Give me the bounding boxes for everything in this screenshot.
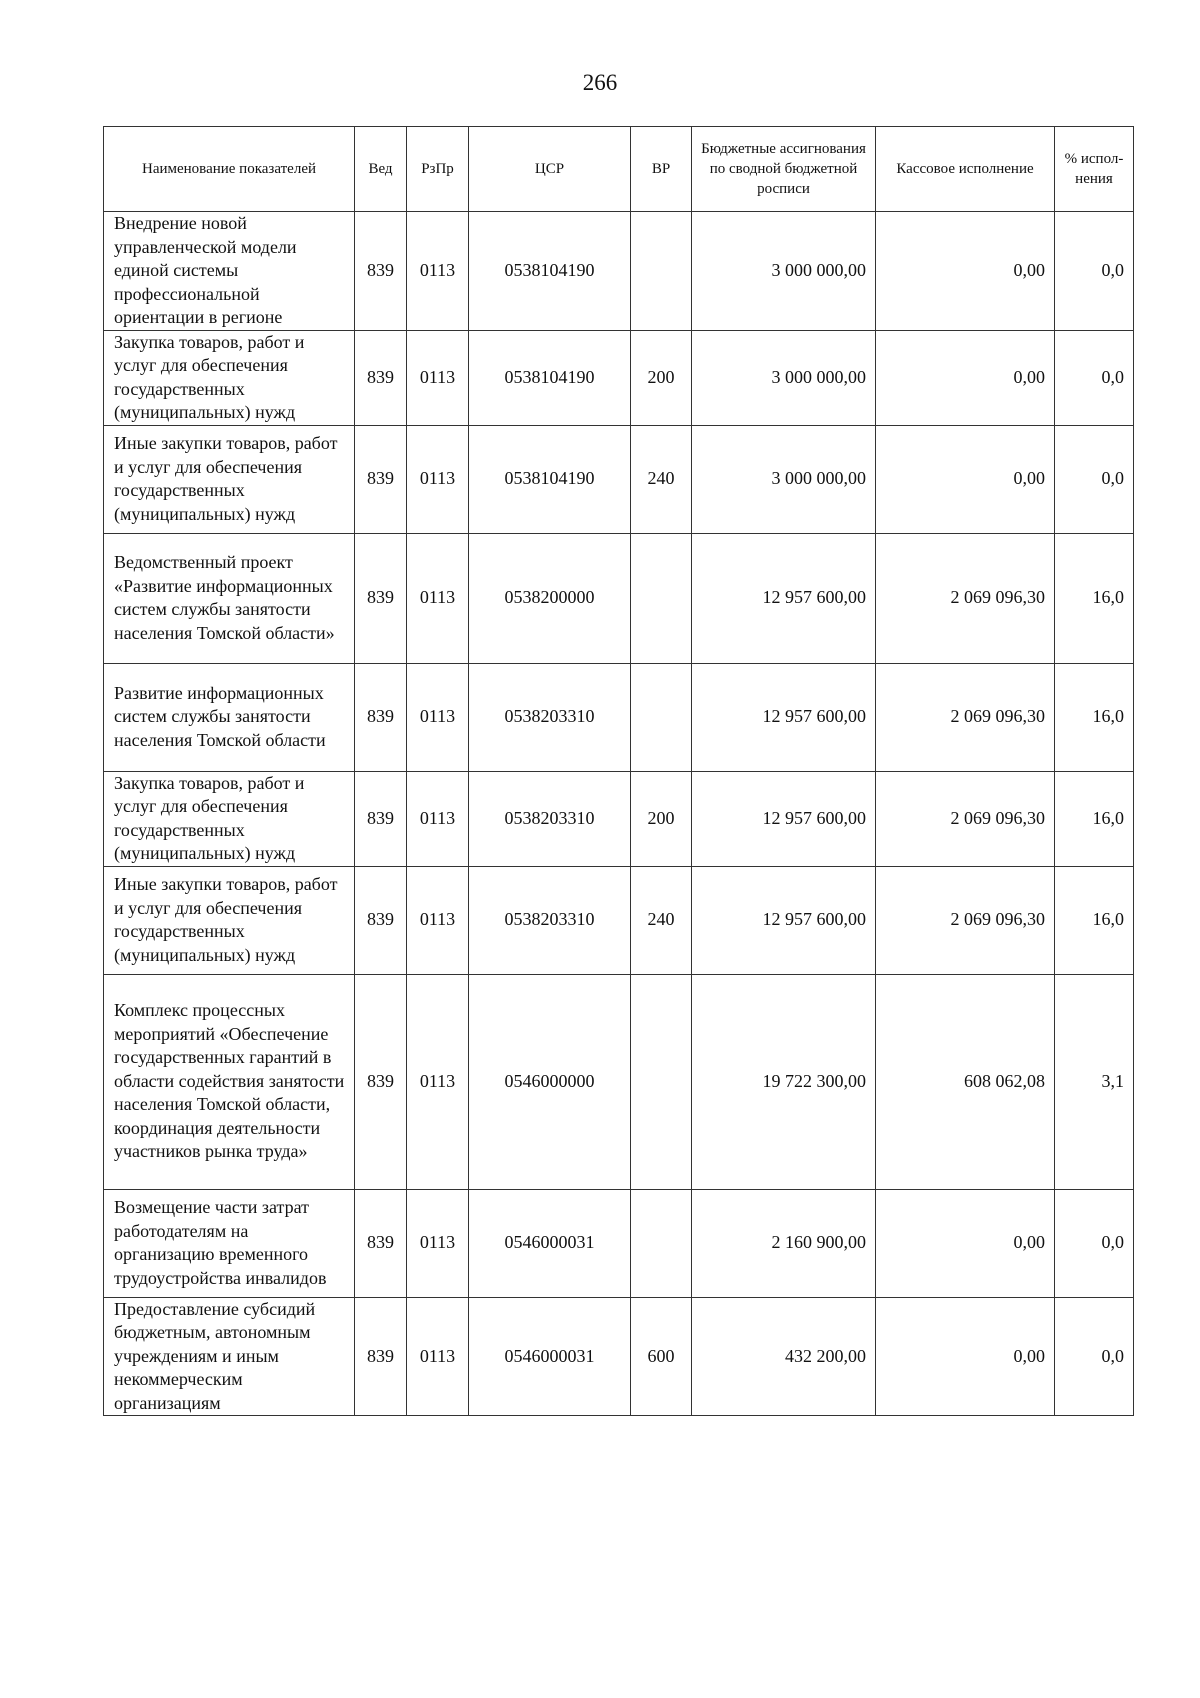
cell-vr: 240 (631, 866, 692, 974)
cell-vr: 200 (631, 771, 692, 866)
cell-vr: 600 (631, 1297, 692, 1416)
header-budget: Бюджетные ассигнования по сводной бюджетной росписи (692, 127, 876, 212)
header-csr: ЦСР (469, 127, 631, 212)
cell-percent: 16,0 (1055, 663, 1134, 771)
cell-rzpr: 0113 (407, 330, 469, 425)
cell-csr: 0538203310 (469, 663, 631, 771)
cell-ved: 839 (355, 663, 407, 771)
cell-ved: 839 (355, 425, 407, 533)
table-row (104, 771, 1134, 866)
cell-vr: 200 (631, 330, 692, 425)
cell-name: Ведомственный проект «Развитие информационных систем службы занятости населения Томской области» (104, 533, 355, 663)
cell-csr: 0538104190 (469, 212, 631, 331)
cell-cash: 0,00 (876, 330, 1055, 425)
cell-budget: 3 000 000,00 (692, 212, 876, 331)
cell-rzpr: 0113 (407, 866, 469, 974)
cell-ved: 839 (355, 866, 407, 974)
cell-vr (631, 533, 692, 663)
cell-name: Закупка товаров, работ и услуг для обеспечения государственных (муниципальных) нужд (104, 330, 355, 425)
cell-csr: 0546000031 (469, 1297, 631, 1416)
cell-rzpr: 0113 (407, 771, 469, 866)
budget-execution-table (103, 126, 1134, 1416)
header-vr: ВР (631, 127, 692, 212)
cell-rzpr: 0113 (407, 425, 469, 533)
cell-csr: 0546000000 (469, 974, 631, 1189)
cell-rzpr: 0113 (407, 1297, 469, 1416)
cell-budget: 12 957 600,00 (692, 663, 876, 771)
cell-percent: 0,0 (1055, 212, 1134, 331)
cell-cash: 2 069 096,30 (876, 663, 1055, 771)
cell-cash: 0,00 (876, 1189, 1055, 1297)
cell-budget: 12 957 600,00 (692, 533, 876, 663)
cell-rzpr: 0113 (407, 212, 469, 331)
cell-ved: 839 (355, 533, 407, 663)
cell-ved: 839 (355, 330, 407, 425)
table-row (104, 1297, 1134, 1416)
table-header-row (104, 127, 1134, 212)
cell-budget: 3 000 000,00 (692, 425, 876, 533)
cell-budget: 12 957 600,00 (692, 866, 876, 974)
cell-budget: 3 000 000,00 (692, 330, 876, 425)
cell-csr: 0538104190 (469, 425, 631, 533)
cell-budget: 2 160 900,00 (692, 1189, 876, 1297)
cell-percent: 16,0 (1055, 866, 1134, 974)
cell-cash: 608 062,08 (876, 974, 1055, 1189)
cell-rzpr: 0113 (407, 533, 469, 663)
table-row (104, 533, 1134, 663)
header-cash: Кассовое исполнение (876, 127, 1055, 212)
cell-vr (631, 1189, 692, 1297)
cell-cash: 0,00 (876, 425, 1055, 533)
table-row (104, 212, 1134, 331)
cell-cash: 2 069 096,30 (876, 533, 1055, 663)
cell-percent: 3,1 (1055, 974, 1134, 1189)
cell-ved: 839 (355, 771, 407, 866)
cell-ved: 839 (355, 1297, 407, 1416)
cell-vr (631, 974, 692, 1189)
cell-percent: 0,0 (1055, 425, 1134, 533)
cell-cash: 2 069 096,30 (876, 866, 1055, 974)
cell-ved: 839 (355, 212, 407, 331)
header-percent: % испол-нения (1055, 127, 1134, 212)
cell-name: Развитие информационных систем службы занятости населения Томской области (104, 663, 355, 771)
table-row (104, 663, 1134, 771)
cell-rzpr: 0113 (407, 974, 469, 1189)
cell-budget: 432 200,00 (692, 1297, 876, 1416)
cell-percent: 16,0 (1055, 533, 1134, 663)
table-body (104, 212, 1134, 1416)
cell-cash: 0,00 (876, 1297, 1055, 1416)
cell-csr: 0538203310 (469, 771, 631, 866)
cell-name: Внедрение новой управленческой модели единой системы профессиональной ориентации в регионе (104, 212, 355, 331)
cell-vr (631, 663, 692, 771)
cell-ved: 839 (355, 974, 407, 1189)
cell-name: Иные закупки товаров, работ и услуг для обеспечения государственных (муниципальных) нужд (104, 425, 355, 533)
table-row (104, 425, 1134, 533)
cell-name: Предоставление субсидий бюджетным, автономным учреждениям и иным некоммерческим организациям (104, 1297, 355, 1416)
table-row (104, 330, 1134, 425)
cell-budget: 12 957 600,00 (692, 771, 876, 866)
cell-csr: 0546000031 (469, 1189, 631, 1297)
cell-rzpr: 0113 (407, 1189, 469, 1297)
cell-csr: 0538203310 (469, 866, 631, 974)
page-number: 266 (582, 70, 618, 95)
cell-budget: 19 722 300,00 (692, 974, 876, 1189)
header-name: Наименование показателей (104, 127, 355, 212)
cell-vr (631, 212, 692, 331)
cell-percent: 16,0 (1055, 771, 1134, 866)
cell-vr: 240 (631, 425, 692, 533)
header-ved: Вед (355, 127, 407, 212)
cell-cash: 0,00 (876, 212, 1055, 331)
cell-cash: 2 069 096,30 (876, 771, 1055, 866)
cell-name: Иные закупки товаров, работ и услуг для обеспечения государственных (муниципальных) нужд (104, 866, 355, 974)
cell-percent: 0,0 (1055, 1297, 1134, 1416)
cell-name: Закупка товаров, работ и услуг для обеспечения государственных (муниципальных) нужд (104, 771, 355, 866)
cell-percent: 0,0 (1055, 330, 1134, 425)
cell-ved: 839 (355, 1189, 407, 1297)
cell-rzpr: 0113 (407, 663, 469, 771)
table-row (104, 1189, 1134, 1297)
cell-percent: 0,0 (1055, 1189, 1134, 1297)
header-rzpr: РзПр (407, 127, 469, 212)
cell-csr: 0538104190 (469, 330, 631, 425)
cell-name: Возмещение части затрат работодателям на организацию временного трудоустройства инвалидов (104, 1189, 355, 1297)
cell-name: Комплекс процессных мероприятий «Обеспечение государственных гарантий в области содействия занятости населения Томской области, координация деятельности участников рынка труда» (104, 974, 355, 1189)
cell-csr: 0538200000 (469, 533, 631, 663)
table-row (104, 866, 1134, 974)
table-row (104, 974, 1134, 1189)
